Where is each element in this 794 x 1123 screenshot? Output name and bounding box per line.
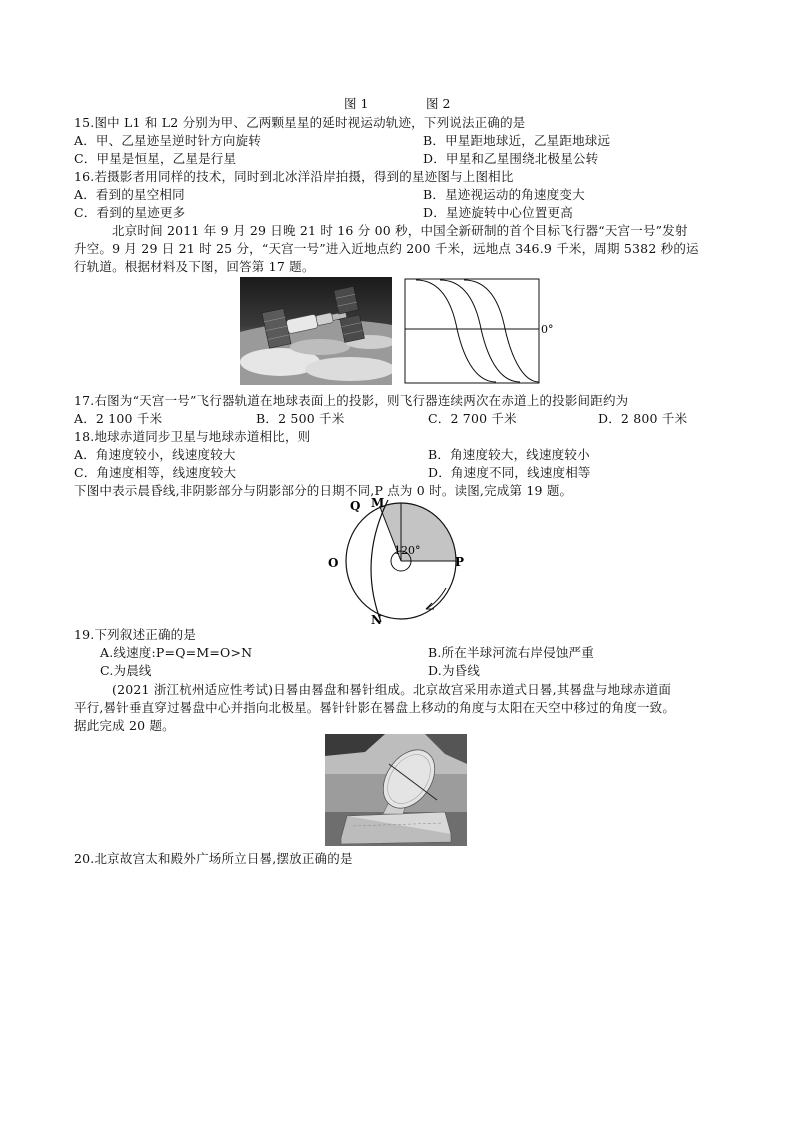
q15-option-d: D．甲星和乙星围绕北极星公转 (423, 151, 599, 166)
q15-option-b: B．甲星距地球近，乙星距地球远 (423, 133, 611, 148)
q16-option-d: D．星迹旋转中心位置更高 (423, 205, 573, 220)
q16-option-a: A．看到的星空相同 (74, 187, 185, 202)
passage-19: 下图中表示晨昏线,非阴影部分与阴影部分的日期不同,P 点为 0 时。读图,完成第 19 题。 (74, 483, 573, 498)
passage-20-line-1: (2021 浙江杭州适应性考试)日晷由晷盘和晷针组成。北京故宫采用赤道式日晷,其晷盘与地球赤道面 (112, 682, 672, 697)
q17-option-c: C．2 700 千米 (428, 411, 517, 426)
passage-20-line-3: 据此完成 20 题。 (74, 718, 175, 733)
q18-option-c: C．角速度相等，线速度较大 (74, 465, 237, 480)
q17-stem: 17.右图为“天宫一号”飞行器轨道在地球表面上的投影，则飞行器连续两次在赤道上的投影间距约为 (74, 393, 629, 408)
label-q: Q (350, 499, 361, 513)
q17-option-a: A．2 100 千米 (74, 411, 163, 426)
label-m: M (371, 496, 385, 510)
q15-option-a: A．甲、乙星迹呈逆时针方向旋转 (74, 133, 262, 148)
q15-option-c: C．甲星是恒星，乙星是行星 (74, 151, 237, 166)
ground-track-diagram (400, 276, 560, 388)
q18-stem: 18.地球赤道同步卫星与地球赤道相比，则 (74, 429, 311, 444)
q16-stem: 16.若摄影者用同样的技术，同时到北冰洋沿岸拍摄，得到的星迹图与上图相比 (74, 169, 514, 184)
q20-stem: 20.北京故宫太和殿外广场所立日晷,摆放正确的是 (74, 851, 353, 866)
figure-2-caption: 图 2 (426, 96, 451, 111)
label-n: N (371, 613, 382, 626)
passage-17-line-2: 升空。9 月 29 日 21 时 25 分，“天宫一号”进入近地点约 200 千米，远地点 346.9 千米，周期 5382 秒的运 (74, 241, 699, 256)
tiangong-spacecraft-photo (240, 277, 392, 385)
q19-option-c: C.为晨线 (100, 663, 152, 678)
q17-option-d: D．2 800 千米 (598, 411, 688, 426)
q19-stem: 19.下列叙述正确的是 (74, 627, 197, 642)
passage-17-line-3: 行轨道。根据材料及下图，回答第 17 题。 (74, 259, 315, 274)
angle-label: 120° (394, 544, 421, 557)
q16-option-b: B．星迹视运动的角速度变大 (423, 187, 585, 202)
q18-option-a: A．角速度较小，线速度较大 (74, 447, 236, 462)
label-p: P (455, 555, 465, 569)
q19-option-a: A.线速度:P=Q=M=O>N (100, 645, 253, 660)
terminator-diagram (326, 496, 476, 626)
equator-label: 0° (541, 323, 554, 336)
passage-20-line-2: 平行,晷针垂直穿过晷盘中心并指向北极星。晷针针影在晷盘上移动的角度与太阳在天空中移过的角度一致。 (74, 700, 676, 715)
q19-option-d: D.为昏线 (428, 663, 481, 678)
q15-stem: 15.图中 L1 和 L2 分别为甲、乙两颗星星的延时视运动轨迹，下列说法正确的是 (74, 115, 526, 130)
q19-option-b: B.所在半球河流右岸侵蚀严重 (428, 645, 594, 660)
q16-option-c: C．看到的星迹更多 (74, 205, 186, 220)
figure-1-caption: 图 1 (344, 96, 369, 111)
q18-option-b: B．角速度较大，线速度较小 (428, 447, 590, 462)
sundial-photo (325, 734, 467, 846)
q18-option-d: D．角速度不同，线速度相等 (428, 465, 591, 480)
q17-option-b: B．2 500 千米 (256, 411, 345, 426)
passage-17-line-1: 北京时间 2011 年 9 月 29 日晚 21 时 16 分 00 秒，中国全新研制的首个目标飞行器“天宫一号”发射 (112, 223, 688, 238)
label-o: O (328, 556, 339, 570)
